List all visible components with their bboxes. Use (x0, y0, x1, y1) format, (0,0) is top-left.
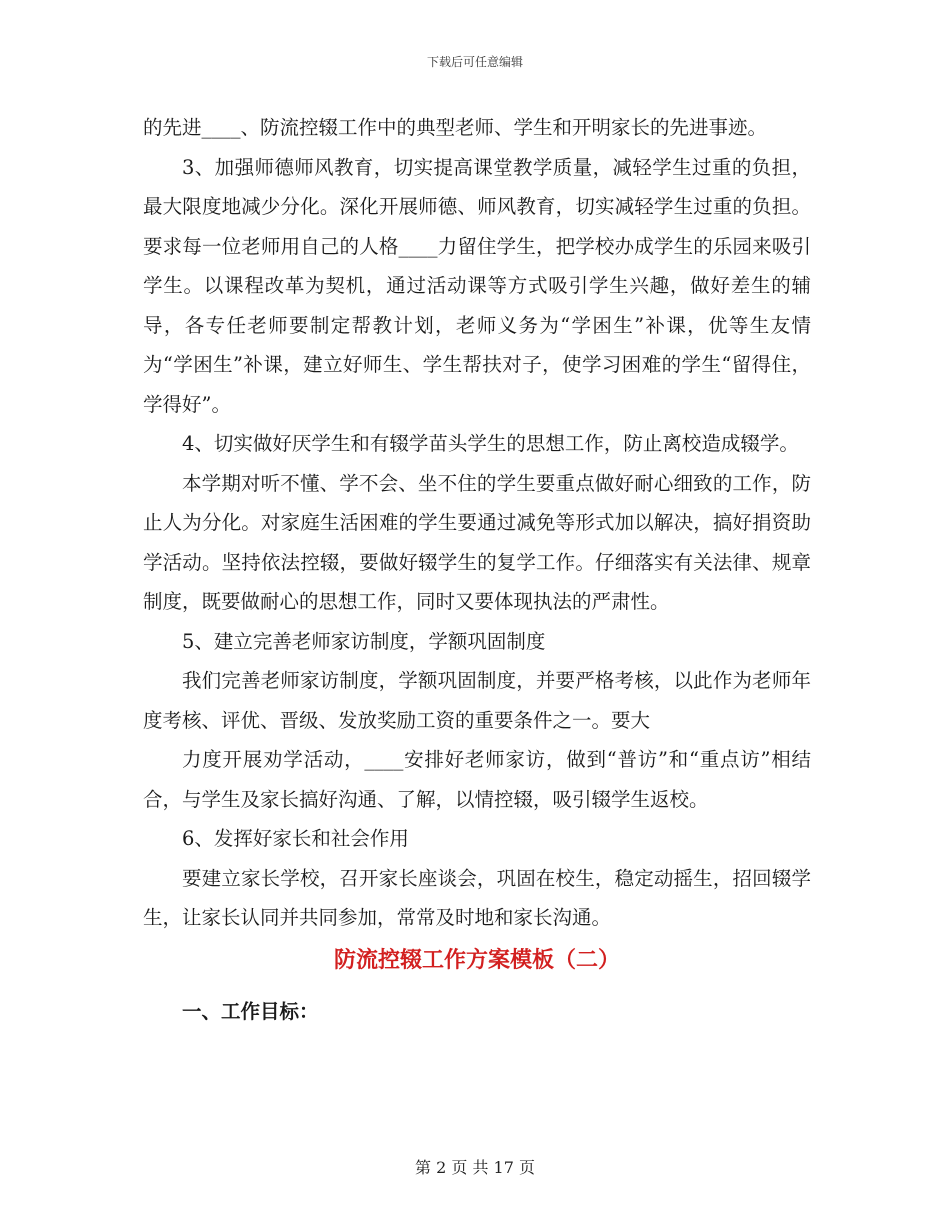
heading-work-goals: 一、工作目标： (182, 999, 319, 1023)
paragraph-item-4-detail: 本学期对听不懂、学不会、坐不住的学生要重点做好耐心细致的工作，防止人为分化。对家庭生活困难的学生要通过减免等形式加以解决，搞好捐资助学活动。坚持依法控辍，要做好辍学生的复学工作。仔细落实有关法律、规章制度，既要做耐心的思想工作，同时又要体现执法的严肃性。 (143, 471, 811, 613)
paragraph-item-5-continued: 力度开展劝学活动，____安排好老师家访，做到“普访”和“重点访”相结合，与学生及家长搞好沟通、了解，以情控辍，吸引辍学生返校。 (143, 748, 811, 811)
paragraph-item-4: 4、切实做好厌学生和有辍学苗头学生的思想工作，防止离校造成辍学。 (182, 432, 799, 455)
paragraph-item-5-detail: 我们完善老师家访制度，学额巩固制度，并要严格考核，以此作为老师年度考核、评优、晋级、发放奖励工资的重要条件之一。要大 (143, 669, 811, 732)
document-body (143, 108, 811, 1031)
paragraph-item-6-detail: 要建立家长学校，召开家长座谈会，巩固在校生，稳定动摇生，招回辍学生，让家长认同并共同参加，常常及时地和家长沟通。 (143, 866, 811, 929)
page-footer: 第 2 页 共 17 页 (415, 1158, 535, 1177)
paragraph-item-3: 3、加强师德师风教育，切实提高课堂教学质量，减轻学生过重的负担，最大限度地减少分化。深化开展师德、师风教育，切实减轻学生过重的负担。要求每一位老师用自己的人格____力留住学生，把学校办成学生的乐园来吸引学生。以课程改革为契机，通过活动课等方式吸引学生兴趣，做好差生的辅导，各专任老师要制定帮教计划，老师义务为“学困生”补课，优等生友情为“学困生”补课，建立好师生、学生帮扶对子，使学习困难的学生“留得住，学得好”。 (143, 155, 811, 416)
paragraph-continuation: 的先进____、防流控辍工作中的典型老师、学生和开明家长的先进事迹。 (143, 116, 768, 139)
paragraph-item-5: 5、建立完善老师家访制度，学额巩固制度 (182, 629, 546, 653)
section-title: 防流控辍工作方案模板（二） (333, 946, 620, 973)
page-header-note: 下载后可任意编辑 (426, 55, 523, 69)
paragraph-item-6: 6、发挥好家长和社会作用 (182, 827, 409, 850)
